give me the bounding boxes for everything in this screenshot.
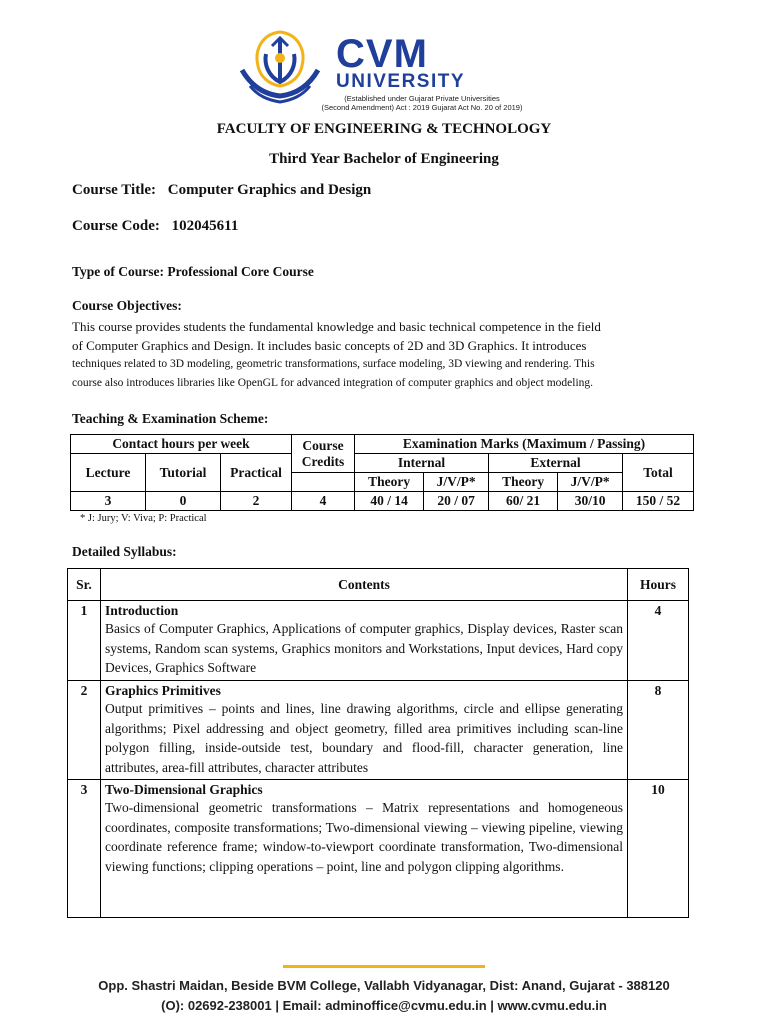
course-type: Type of Course: Professional Core Course — [72, 264, 314, 279]
objectives-line: course also introduces libraries like OpenGL for advanced integration of computer graphics and object modeling. — [72, 377, 594, 389]
internal-jvp-value: 20 / 07 — [424, 492, 489, 511]
course-title-value: Computer Graphics and Design — [167, 182, 372, 198]
internal-theory-header: Theory — [355, 473, 424, 492]
footer-accent-line — [283, 965, 485, 968]
internal-header: Internal — [355, 454, 489, 473]
tutorial-value: 0 — [146, 492, 221, 511]
course-code-value: 102045611 — [171, 218, 239, 234]
topic-body: Two-dimensional geometric transformations – Matrix representations and homogeneous coordinates, composite transformations; Two-dimensional viewing – viewing pipeline, viewing coordinate reference frame; window-to-viewport coordinate transformation, Two-dimensional viewing functions; clipping operations – point, line and polygon clipping algorithms. — [105, 800, 623, 874]
practical-header: Practical — [221, 454, 292, 492]
contact-hours-header: Contact hours per week — [71, 435, 292, 454]
topic-body: Basics of Computer Graphics, Applications of computer graphics, Display devices, Raster scan systems, Random scan systems, Graphics monitors and Workstations, Input devices, Hard copy Devices, Graphics Software — [105, 621, 623, 675]
total-value: 150 / 52 — [623, 492, 694, 511]
total-header: Total — [623, 454, 694, 492]
credits-value: 4 — [292, 492, 355, 511]
teaching-scheme-table — [70, 434, 694, 511]
row-contents — [101, 681, 628, 780]
course-title-row — [72, 182, 371, 199]
sr-header: Sr. — [68, 569, 101, 601]
establishment-line: (Second Amendment) Act : 2019 Gujarat Act No. 20 of 2019) — [321, 103, 523, 112]
scheme-footnote: * J: Jury; V: Viva; P: Practical — [80, 513, 207, 524]
row-sr: 3 — [68, 780, 101, 918]
syllabus-label: Detailed Syllabus: — [72, 544, 177, 559]
table-row — [68, 780, 689, 918]
table-row — [68, 681, 689, 780]
objectives-line: of Computer Graphics and Design. It includes basic concepts of 2D and 3D Graphics. It introduces — [72, 338, 587, 353]
course-code-label: Course Code: — [72, 218, 160, 234]
external-theory-header: Theory — [488, 473, 557, 492]
faculty-heading: FACULTY OF ENGINEERING & TECHNOLOGY — [216, 121, 552, 137]
footer-contact: (O): 02692-238001 | Email: adminoffice@cvmu.edu.in | www.cvmu.edu.in — [161, 998, 607, 1013]
row-contents — [101, 780, 628, 918]
table-row — [68, 601, 689, 681]
internal-theory-value: 40 / 14 — [355, 492, 424, 511]
row-hours: 8 — [628, 681, 689, 780]
course-credits-header: Course Credits — [292, 435, 355, 473]
external-jvp-value: 30/10 — [558, 492, 623, 511]
logo-subtitle: UNIVERSITY — [336, 71, 466, 92]
row-hours: 4 — [628, 601, 689, 681]
row-sr: 2 — [68, 681, 101, 780]
exam-marks-header: Examination Marks (Maximum / Passing) — [355, 435, 694, 454]
row-contents — [101, 601, 628, 681]
course-credits-spacer — [292, 473, 355, 492]
establishment-line: (Established under Gujarat Private Universities — [344, 94, 500, 103]
topic-body: Output primitives – points and lines, line drawing algorithms, circle and ellipse generating algorithms; Pixel addressing and object geometry, filled area primitives including scan-line polygon filling, inside-outside test, boundary and flood-fill, character generation, line attributes, area-fill attributes, character attributes — [105, 701, 623, 775]
year-heading: Third Year Bachelor of Engineering — [269, 151, 499, 167]
scheme-label: Teaching & Examination Scheme: — [72, 411, 269, 426]
external-jvp-header: J/V/P* — [558, 473, 623, 492]
topic-title: Two-Dimensional Graphics — [105, 782, 263, 797]
logo-wordmark: CVM — [336, 32, 428, 76]
lecture-value: 3 — [71, 492, 146, 511]
syllabus-table — [67, 568, 689, 918]
row-hours: 10 — [628, 780, 689, 918]
topic-title: Graphics Primitives — [105, 683, 221, 698]
footer-address: Opp. Shastri Maidan, Beside BVM College, Vallabh Vidyanagar, Dist: Anand, Gujarat - 388120 — [98, 978, 670, 993]
row-sr: 1 — [68, 601, 101, 681]
hours-header: Hours — [628, 569, 689, 601]
objectives-label: Course Objectives: — [72, 298, 182, 313]
lecture-header: Lecture — [71, 454, 146, 492]
objectives-line: techniques related to 3D modeling, geometric transformations, surface modeling, 3D viewing and rendering. This — [72, 358, 595, 370]
course-title-label: Course Title: — [72, 182, 157, 198]
internal-jvp-header: J/V/P* — [424, 473, 489, 492]
practical-value: 2 — [221, 492, 292, 511]
course-code-row — [72, 218, 238, 235]
external-header: External — [488, 454, 622, 473]
topic-title: Introduction — [105, 603, 179, 618]
tutorial-header: Tutorial — [146, 454, 221, 492]
university-logo — [232, 24, 552, 116]
establishment-note — [292, 94, 552, 112]
external-theory-value: 60/ 21 — [488, 492, 557, 511]
objectives-line: This course provides students the fundamental knowledge and basic technical competence in the field — [72, 319, 601, 334]
contents-header: Contents — [101, 569, 628, 601]
